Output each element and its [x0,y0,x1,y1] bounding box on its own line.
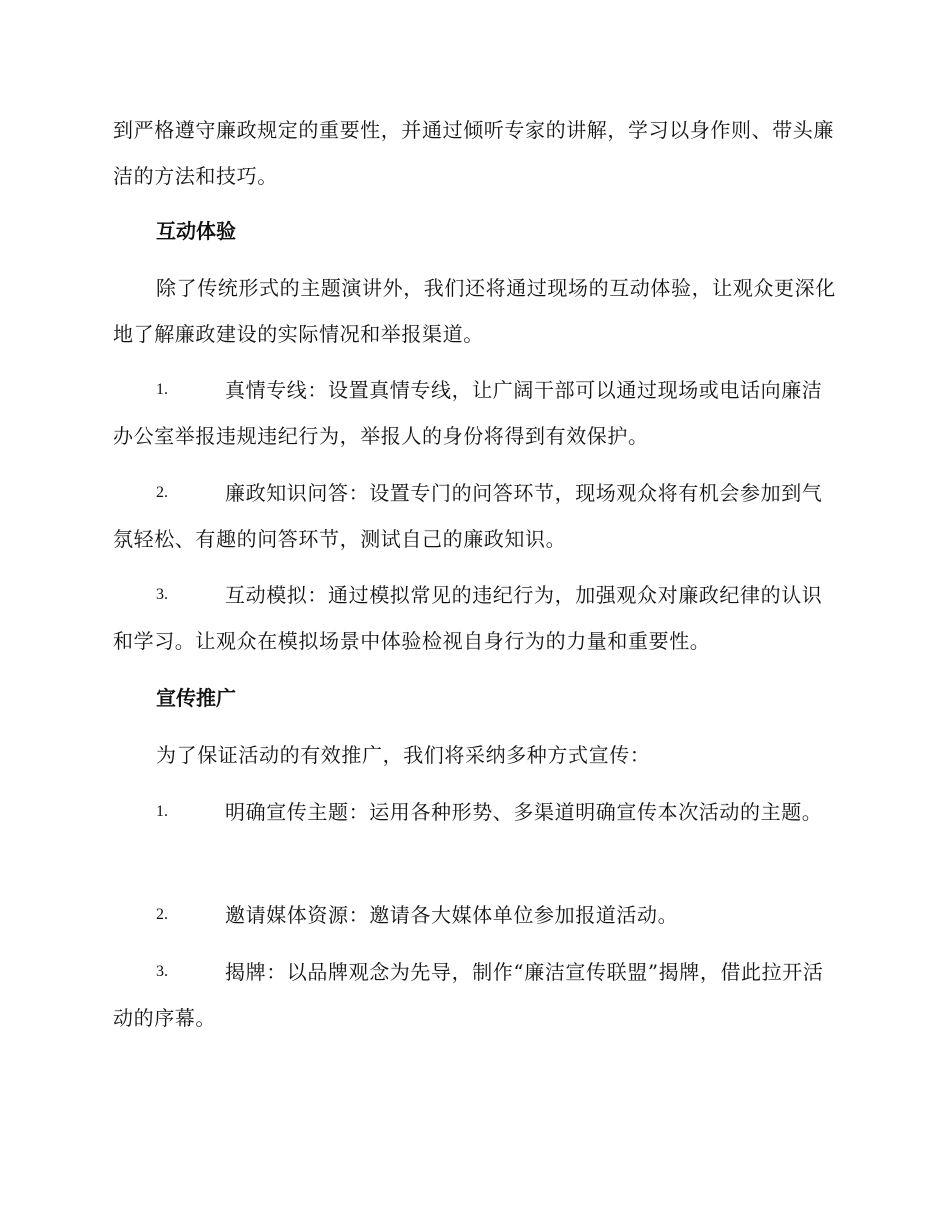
paragraph-promotion-intro: 为了保证活动的有效推广，我们将采纳多种方式宣传： [156,743,651,767]
list-item-quiz: 廉政知识问答：设置专门的问答环节，现场观众将有机会参加到气氛轻松、有趣的问答环节，测试自己的廉政知识。 [113,481,823,551]
list-item-number: 2. [156,906,168,923]
list-item-number: 1. [156,381,168,398]
list-item-number: 3. [156,963,168,980]
list-item-media: 邀请媒体资源：邀请各大媒体单位参加报道活动。 [225,903,679,927]
paragraph-interactive-intro: 除了传统形式的主题演讲外，我们还将通过现场的互动体验，让观众更深化地了解廉政建设的实际情况和举报渠道。 [113,276,836,346]
paragraph-intro-continued: 到严格遵守廉政规定的重要性，并通过倾听专家的讲解，学习以身作则、带头廉洁的方法和技巧。 [113,118,834,188]
list-item-theme: 明确宣传主题：运用各种形势、多渠道明确宣传本次活动的主题。 [225,800,823,824]
list-item-simulation: 互动模拟：通过模拟常见的违纪行为，加强观众对廉政纪律的认识和学习。让观众在模拟场景中体验检视自身行为的力量和重要性。 [113,583,823,653]
list-item-number: 3. [156,586,168,603]
list-item-number: 2. [156,484,168,501]
section-heading-interactive: 互动体验 [156,219,236,243]
list-item-hotline: 真情专线：设置真情专线，让广阔干部可以通过现场或电话向廉洁办公室举报违规违纪行为，举报人的身份将得到有效保护。 [113,378,823,448]
section-heading-promotion: 宣传推广 [156,686,236,710]
list-item-unveiling: 揭牌：以品牌观念为先导，制作“廉洁宣传联盟”揭牌，借此拉开活动的序幕。 [113,960,824,1030]
list-item-number: 1. [156,803,168,820]
